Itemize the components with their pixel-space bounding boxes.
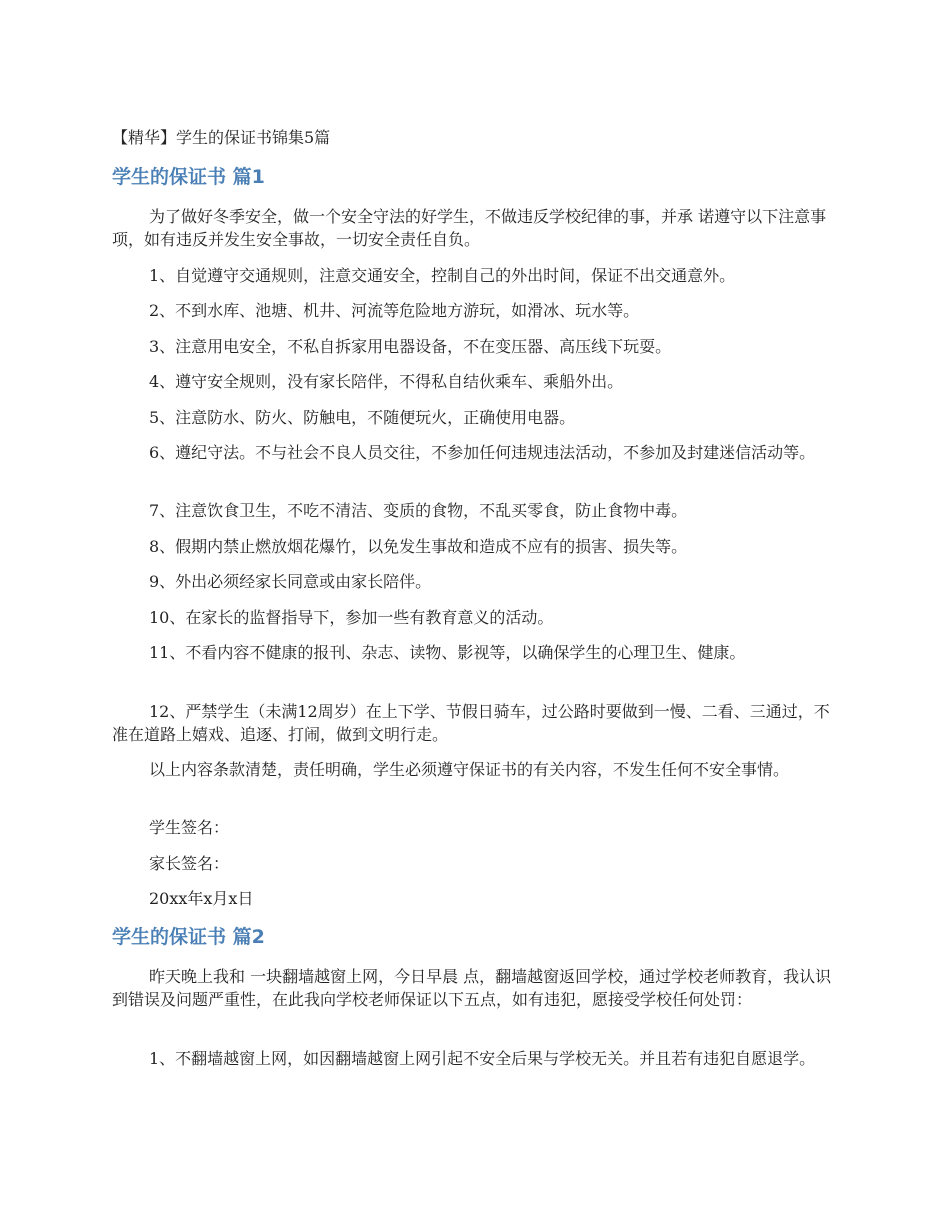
list-item: 1、不翻墙越窗上网，如因翻墙越窗上网引起不安全后果与学校无关。并且若有违犯自愿退学。 [149, 1049, 816, 1068]
list-item: 7、注意饮食卫生，不吃不清洁、变质的食物，不乱买零食，防止食物中毒。 [149, 501, 688, 520]
paragraph-intro: 昨天晚上我和 一块翻墙越窗上网，今日早晨 点，翻墙越窗返回学校，通过学校老师教育，我认识到错误及问题严重性，在此我向学校老师保证以下五点，如有违犯，愿接受学校任何处罚： [112, 967, 832, 1009]
section-heading-2: 学生的保证书 篇2 [112, 926, 265, 948]
list-item: 10、在家长的监督指导下，参加一些有教育意义的活动。 [149, 608, 554, 627]
list-item: 5、注意防水、防火、防触电，不随便玩火，正确使用电器。 [149, 408, 576, 427]
list-item: 3、注意用电安全，不私自拆家用电器设备，不在变压器、高压线下玩耍。 [149, 337, 672, 356]
list-item: 6、遵纪守法。不与社会不良人员交往，不参加任何违规违法活动，不参加及封建迷信活动等。 [149, 443, 816, 462]
list-item: 1、自觉遵守交通规则，注意交通安全，控制自己的外出时间，保证不出交通意外。 [149, 266, 736, 285]
date-line: 20xx年x月x日 [149, 889, 254, 908]
list-item: 2、不到水库、池塘、机井、河流等危险地方游玩，如滑冰、玩水等。 [149, 301, 640, 320]
list-item: 11、不看内容不健康的报刊、杂志、读物、影视等，以确保学生的心理卫生、健康。 [149, 643, 746, 662]
section-heading-1: 学生的保证书 篇1 [112, 166, 265, 188]
list-item: 4、遵守安全规则，没有家长陪伴，不得私自结伙乘车、乘船外出。 [149, 372, 624, 391]
list-item: 8、假期内禁止燃放烟花爆竹，以免发生事故和造成不应有的损害、损失等。 [149, 537, 688, 556]
paragraph-conclusion: 以上内容条款清楚，责任明确，学生必须遵守保证书的有关内容，不发生任何不安全事情。 [149, 760, 790, 779]
parent-signature-line: 家长签名： [149, 854, 230, 873]
list-item: 9、外出必须经家长同意或由家长陪伴。 [149, 572, 432, 591]
document-title: 【精华】学生的保证书锦集5篇 [112, 128, 331, 147]
paragraph-intro: 为了做好冬季安全，做一个安全守法的好学生，不做违反学校纪律的事，并承 诺遵守以下注意事项，如有违反并发生安全事故，一切安全责任自负。 [112, 207, 827, 249]
student-signature-line: 学生签名： [149, 818, 230, 837]
list-item: 12、严禁学生（未满12周岁）在上下学、节假日骑车，过公路时要做到一慢、二看、三通过，不准在道路上嬉戏、追逐、打闹，做到文明行走。 [112, 702, 830, 744]
